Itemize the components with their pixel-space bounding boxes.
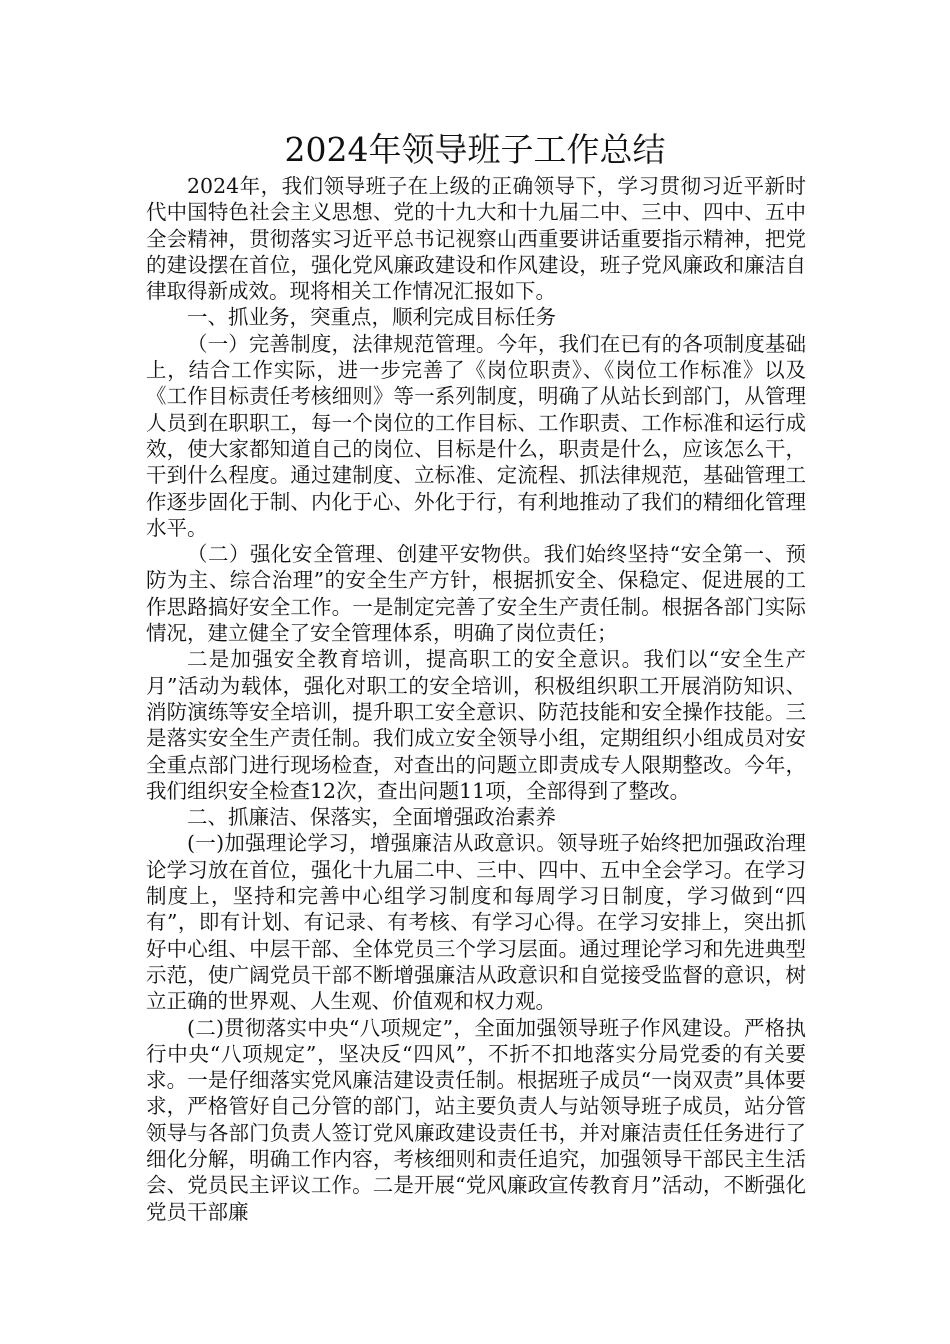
document-title: 2024年领导班子工作总结 [284,130,666,169]
section-heading-1: 一、抓业务，突重点，顺利完成目标任务 [187,305,556,330]
section-heading-2: 二、抓廉洁、保落实，全面增强政治素养 [187,805,556,830]
paragraph-2-2: (二)贯彻落实中央“八项规定”，全面加强领导班子作风建设。严格执行中央“八项规定”，坚决反“四风”，不折不扣地落实分局党委的有关要求。一是仔细落实党风廉洁建设责任制。根据班子成员“一岗双责”具体要求，严格管好自己分管的部门，站主要负责人与站领导班子成员，站分管领导与各部门负责人签订党风廉政建设责任书，并对廉洁责任任务进行了细化分解，明确工作内容，考核细则和责任追究，加强领导干部民主生活会、党员民主评议工作。二是开展“党风廉政宣传教育月”活动，不断强化党员干部廉 [146,1015,806,1224]
paragraph-1-2: （二）强化安全管理、创建平安物供。我们始终坚持“安全第一、预防为主、综合治理”的安全生产方针，根据抓安全、保稳定、促进展的工作思路搞好安全工作。一是制定完善了安全生产责任制。根据各部门实际情况，建立健全了安全管理体系，明确了岗位责任； [146,542,806,646]
paragraph-1-2-cont: 二是加强安全教育培训，提高职工的安全意识。我们以“安全生产月”活动为载体，强化对职工的安全培训，积极组织职工开展消防知识、消防演练等安全培训，提升职工安全意识、防范技能和安全操作技能。三是落实安全生产责任制。我们成立安全领导小组，定期组织小组成员对安全重点部门进行现场检查，对查出的问题立即责成专人限期整改。今年，我们组织安全检查12次，查出问题11项，全部得到了整改。 [146,647,806,803]
intro-paragraph: 2024年，我们领导班子在上级的正确领导下，学习贯彻习近平新时代中国特色社会主义思想、党的十九大和十九届二中、三中、四中、五中全会精神，贯彻落实习近平总书记视察山西重要讲话重要指示精神，把党的建设摆在首位，强化党风廉政建设和作风建设，班子党风廉政和廉洁自律取得新成效。现将相关工作情况汇报如下。 [146,174,806,304]
document-body [146,173,806,1225]
paragraph-1-1: （一）完善制度，法律规范管理。今年，我们在已有的各项制度基础上，结合工作实际，进一步完善了《岗位职责》、《岗位工作标准》以及《工作目标责任考核细则》等一系列制度，明确了从站长到部门，从管理人员到在职职工，每一个岗位的工作目标、工作职责、工作标准和运行成效，使大家都知道自己的岗位、目标是什么，职责是什么，应该怎么干，干到什么程度。通过建制度、立标准、定流程、抓法律规范，基础管理工作逐步固化于制、内化于心、外化于行，有利地推动了我们的精细化管理水平。 [146,331,806,540]
paragraph-2-1: (一)加强理论学习，增强廉洁从政意识。领导班子始终把加强政治理论学习放在首位，强化十九届二中、三中、四中、五中全会学习。在学习制度上，坚持和完善中心组学习制度和每周学习日制度，学习做到“四有”，即有计划、有记录、有考核、有学习心得。在学习安排上，突出抓好中心组、中层干部、全体党员三个学习层面。通过理论学习和先进典型示范，使广阔党员干部不断增强廉洁从政意识和自觉接受监督的意识，树立正确的世界观、人生观、价值观和权力观。 [146,831,806,1014]
